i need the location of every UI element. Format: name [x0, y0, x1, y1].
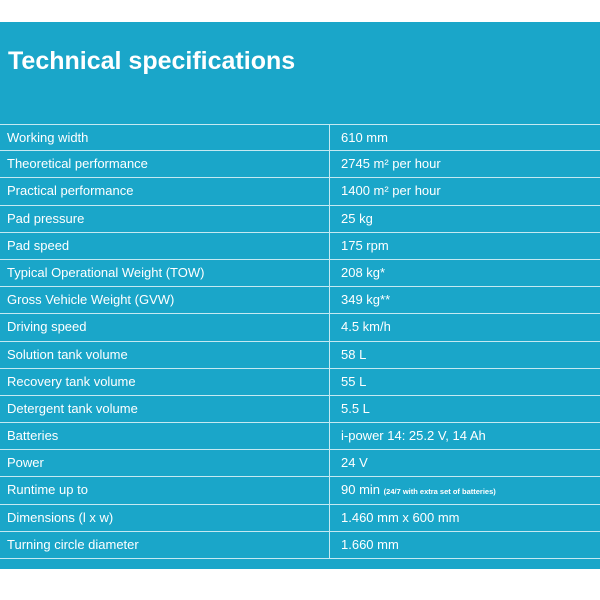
- spec-value: 208 kg*: [341, 264, 386, 280]
- spec-row-detergent-tank-volume: [0, 396, 600, 423]
- spec-table: [0, 124, 600, 559]
- spec-value: 175 rpm: [341, 237, 389, 253]
- spec-label: Theoretical performance: [0, 151, 330, 177]
- spec-row-pad-speed: [0, 233, 600, 260]
- spec-label: Batteries: [0, 423, 330, 449]
- spec-panel: [0, 22, 600, 569]
- spec-row-solution-tank-volume: [0, 342, 600, 369]
- spec-value: 25 kg: [341, 210, 373, 226]
- spec-row-batteries: [0, 423, 600, 450]
- spec-label: Runtime up to: [0, 477, 330, 503]
- spec-value: 2745 m² per hour: [341, 156, 441, 172]
- spec-row-typical-operational-weight: [0, 260, 600, 287]
- spec-row-power: [0, 450, 600, 477]
- spec-value: i-power 14: 25.2 V, 14 Ah: [341, 428, 486, 444]
- spec-row-practical-performance: [0, 178, 600, 205]
- spec-value: 4.5 km/h: [341, 319, 391, 335]
- spec-row-pad-pressure: [0, 206, 600, 233]
- spec-row-driving-speed: [0, 314, 600, 341]
- spec-label: Gross Vehicle Weight (GVW): [0, 287, 330, 313]
- spec-label: Solution tank volume: [0, 342, 330, 368]
- spec-value: 5.5 L: [341, 400, 370, 416]
- spec-label: Working width: [0, 125, 330, 150]
- spec-label: Dimensions (l x w): [0, 505, 330, 531]
- spec-label: Typical Operational Weight (TOW): [0, 260, 330, 286]
- spec-value: 90 min (24/7 with extra set of batteries): [341, 482, 496, 498]
- spec-value: 349 kg**: [341, 292, 391, 308]
- spec-row-turning-circle: [0, 532, 600, 559]
- spec-label: Practical performance: [0, 178, 330, 204]
- spec-value: 610 mm: [341, 130, 388, 145]
- spec-row-dimensions: [0, 505, 600, 532]
- spec-label: Recovery tank volume: [0, 369, 330, 395]
- spec-title: Technical specifications: [8, 47, 296, 75]
- spec-row-recovery-tank-volume: [0, 369, 600, 396]
- spec-row-theoretical-performance: [0, 151, 600, 178]
- spec-row-working-width: [0, 124, 600, 151]
- spec-value: 1.460 mm x 600 mm: [341, 509, 460, 525]
- spec-row-gross-vehicle-weight: [0, 287, 600, 314]
- spec-label: Turning circle diameter: [0, 532, 330, 558]
- spec-value: 1400 m² per hour: [341, 183, 441, 199]
- spec-label: Pad speed: [0, 233, 330, 259]
- spec-label: Power: [0, 450, 330, 476]
- spec-label: Pad pressure: [0, 206, 330, 232]
- spec-value: 24 V: [341, 455, 368, 471]
- spec-value: 55 L: [341, 373, 367, 389]
- spec-label: Detergent tank volume: [0, 396, 330, 422]
- spec-label: Driving speed: [0, 314, 330, 340]
- spec-value: 1.660 mm: [341, 536, 399, 552]
- spec-note: (24/7 with extra set of batteries): [383, 487, 496, 497]
- spec-value: 58 L: [341, 346, 367, 362]
- spec-row-runtime: [0, 477, 600, 504]
